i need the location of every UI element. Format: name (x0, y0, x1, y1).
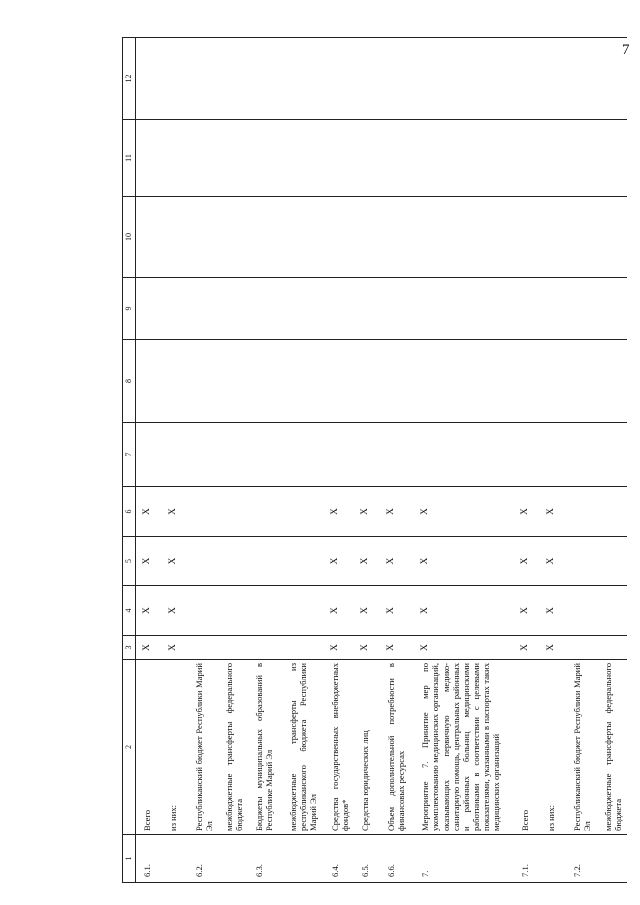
cell-col-7 (218, 423, 248, 487)
row-name: Бюджеты муниципальных образований в Республике Марий Эл (248, 660, 282, 835)
cell-col-5: X (324, 537, 354, 586)
row-name: из них: (540, 660, 566, 835)
table-row (540, 38, 566, 883)
cell-col-8 (324, 340, 354, 423)
cell-col-10 (324, 197, 354, 278)
cell-col-6: X (162, 487, 188, 537)
cell-col-5 (566, 537, 596, 586)
table-row (188, 38, 218, 883)
cell-col-11 (514, 120, 540, 197)
cell-col-10 (218, 197, 248, 278)
cell-col-12 (324, 38, 354, 120)
row-code: 7.2. (566, 835, 596, 883)
cell-col-5: X (540, 537, 566, 586)
cell-col-8 (540, 340, 566, 423)
row-name: межбюджетные трансферты федерального бюджета (597, 660, 627, 835)
cell-col-3: X (162, 636, 188, 660)
row-code: 6.2. (188, 835, 218, 883)
cell-col-3 (566, 636, 596, 660)
cell-col-9 (414, 278, 514, 340)
cell-col-8 (597, 340, 627, 423)
row-code (597, 835, 627, 883)
cell-col-5: X (162, 537, 188, 586)
cell-col-4: X (380, 586, 414, 636)
cell-col-8 (218, 340, 248, 423)
cell-col-7 (248, 423, 282, 487)
table-row (324, 38, 354, 883)
row-name: Республиканский бюджет Республики Марий Эл (188, 660, 218, 835)
cell-col-4: X (162, 586, 188, 636)
cell-col-5: X (414, 537, 514, 586)
cell-col-3 (597, 636, 627, 660)
cell-col-3: X (324, 636, 354, 660)
cell-col-4 (597, 586, 627, 636)
cell-col-7 (324, 423, 354, 487)
col-header: 11 (123, 120, 136, 197)
cell-col-8 (380, 340, 414, 423)
col-header: 5 (123, 537, 136, 586)
cell-col-10 (566, 197, 596, 278)
cell-col-4 (218, 586, 248, 636)
col-header: 9 (123, 278, 136, 340)
row-code (218, 835, 248, 883)
row-name: из них: (162, 660, 188, 835)
row-code: 6.3. (248, 835, 282, 883)
cell-col-7 (162, 423, 188, 487)
cell-col-7 (354, 423, 380, 487)
row-code (540, 835, 566, 883)
row-code (282, 835, 324, 883)
cell-col-12 (248, 38, 282, 120)
cell-col-9 (218, 278, 248, 340)
cell-col-3 (218, 636, 248, 660)
cell-col-9 (597, 278, 627, 340)
table-row (162, 38, 188, 883)
row-code: 7.1. (514, 835, 540, 883)
cell-col-10 (514, 197, 540, 278)
cell-col-3: X (380, 636, 414, 660)
cell-col-10 (414, 197, 514, 278)
cell-col-7 (514, 423, 540, 487)
table-row (354, 38, 380, 883)
cell-col-11 (566, 120, 596, 197)
table-row (566, 38, 596, 883)
cell-col-5: X (136, 537, 162, 586)
cell-col-11 (282, 120, 324, 197)
cell-col-4: X (324, 586, 354, 636)
cell-col-9 (380, 278, 414, 340)
cell-col-12 (218, 38, 248, 120)
cell-col-12 (162, 38, 188, 120)
cell-col-9 (566, 278, 596, 340)
table-row (380, 38, 414, 883)
row-name: Всего (136, 660, 162, 835)
cell-col-11 (597, 120, 627, 197)
cell-col-11 (136, 120, 162, 197)
cell-col-3 (248, 636, 282, 660)
financing-table (122, 37, 627, 883)
cell-col-9 (136, 278, 162, 340)
table-row (218, 38, 248, 883)
cell-col-3 (282, 636, 324, 660)
cell-col-8 (514, 340, 540, 423)
cell-col-5 (597, 537, 627, 586)
cell-col-7 (597, 423, 627, 487)
cell-col-6 (282, 487, 324, 537)
cell-col-6 (248, 487, 282, 537)
cell-col-12 (188, 38, 218, 120)
table-row (597, 38, 627, 883)
table-row (248, 38, 282, 883)
cell-col-11 (248, 120, 282, 197)
cell-col-7 (188, 423, 218, 487)
cell-col-6: X (136, 487, 162, 537)
cell-col-8 (136, 340, 162, 423)
cell-col-12 (414, 38, 514, 120)
col-header: 3 (123, 636, 136, 660)
cell-col-9 (162, 278, 188, 340)
table-row (414, 38, 514, 883)
cell-col-9 (188, 278, 218, 340)
cell-col-4: X (514, 586, 540, 636)
cell-col-8 (248, 340, 282, 423)
cell-col-4: X (136, 586, 162, 636)
col-header: 6 (123, 487, 136, 537)
row-code: 7. (414, 835, 514, 883)
cell-col-12 (597, 38, 627, 120)
cell-col-9 (282, 278, 324, 340)
cell-col-7 (566, 423, 596, 487)
cell-col-6 (597, 487, 627, 537)
cell-col-8 (282, 340, 324, 423)
cell-col-11 (354, 120, 380, 197)
cell-col-7 (136, 423, 162, 487)
col-header: 1 (123, 835, 136, 883)
row-name: Всего (514, 660, 540, 835)
header-row (123, 38, 136, 883)
col-header: 4 (123, 586, 136, 636)
col-header: 10 (123, 197, 136, 278)
cell-col-10 (354, 197, 380, 278)
cell-col-4: X (414, 586, 514, 636)
cell-col-10 (380, 197, 414, 278)
cell-col-12 (354, 38, 380, 120)
row-name: Средства юридических лиц (354, 660, 380, 835)
table-row (282, 38, 324, 883)
row-code: 6.4. (324, 835, 354, 883)
row-name: Республиканский бюджет Республики Марий Эл (566, 660, 596, 835)
cell-col-6: X (354, 487, 380, 537)
table-row (514, 38, 540, 883)
cell-col-4 (282, 586, 324, 636)
cell-col-8 (566, 340, 596, 423)
cell-col-5 (282, 537, 324, 586)
cell-col-12 (136, 38, 162, 120)
cell-col-7 (282, 423, 324, 487)
cell-col-3: X (540, 636, 566, 660)
cell-col-10 (188, 197, 218, 278)
cell-col-6: X (414, 487, 514, 537)
cell-col-11 (380, 120, 414, 197)
cell-col-11 (162, 120, 188, 197)
cell-col-9 (248, 278, 282, 340)
row-name: межбюджетные трансферты федерального бюджета (218, 660, 248, 835)
cell-col-10 (162, 197, 188, 278)
cell-col-9 (354, 278, 380, 340)
cell-col-9 (324, 278, 354, 340)
col-header: 2 (123, 660, 136, 835)
cell-col-7 (414, 423, 514, 487)
cell-col-7 (380, 423, 414, 487)
cell-col-10 (136, 197, 162, 278)
cell-col-12 (282, 38, 324, 120)
table-row (136, 38, 162, 883)
cell-col-6: X (514, 487, 540, 537)
cell-col-10 (597, 197, 627, 278)
cell-col-5: X (514, 537, 540, 586)
cell-col-4: X (354, 586, 380, 636)
cell-col-4 (188, 586, 218, 636)
page-number: 7 (622, 42, 630, 58)
col-header: 8 (123, 340, 136, 423)
cell-col-10 (540, 197, 566, 278)
cell-col-3: X (354, 636, 380, 660)
cell-col-11 (188, 120, 218, 197)
cell-col-10 (248, 197, 282, 278)
cell-col-3 (188, 636, 218, 660)
cell-col-11 (414, 120, 514, 197)
cell-col-5: X (354, 537, 380, 586)
cell-col-12 (566, 38, 596, 120)
cell-col-5 (248, 537, 282, 586)
cell-col-8 (414, 340, 514, 423)
cell-col-9 (514, 278, 540, 340)
cell-col-4: X (540, 586, 566, 636)
cell-col-6: X (540, 487, 566, 537)
cell-col-4 (248, 586, 282, 636)
cell-col-6: X (324, 487, 354, 537)
cell-col-3: X (136, 636, 162, 660)
row-name: межбюджетные трансферты из республиканского бюджета Республики Марий Эл (282, 660, 324, 835)
cell-col-8 (162, 340, 188, 423)
row-name: Средства государственных внебюджетных фондов* (324, 660, 354, 835)
cell-col-11 (324, 120, 354, 197)
row-code (162, 835, 188, 883)
cell-col-12 (380, 38, 414, 120)
cell-col-10 (282, 197, 324, 278)
cell-col-4 (566, 586, 596, 636)
row-code: 6.5. (354, 835, 380, 883)
row-code: 6.6. (380, 835, 414, 883)
cell-col-3: X (414, 636, 514, 660)
cell-col-9 (540, 278, 566, 340)
cell-col-6 (218, 487, 248, 537)
cell-col-12 (540, 38, 566, 120)
cell-col-12 (514, 38, 540, 120)
col-header: 12 (123, 38, 136, 120)
cell-col-8 (354, 340, 380, 423)
cell-col-5 (218, 537, 248, 586)
cell-col-8 (188, 340, 218, 423)
cell-col-6 (188, 487, 218, 537)
cell-col-7 (540, 423, 566, 487)
cell-col-6: X (380, 487, 414, 537)
cell-col-6 (566, 487, 596, 537)
row-code: 6.1. (136, 835, 162, 883)
cell-col-11 (218, 120, 248, 197)
row-name: Объем дополнительной потребности в финансовых ресурсах (380, 660, 414, 835)
cell-col-3: X (514, 636, 540, 660)
cell-col-11 (540, 120, 566, 197)
cell-col-5 (188, 537, 218, 586)
row-name: Мероприятие 7. Принятие мер по укомплектованию медицинских организаций, оказывающих первичную медико-санитарную помощь, центральных районных и районных больниц медицинскими работниками в соответствии с целевыми показателями, указанными в паспортах таких медицинских организаций (414, 660, 514, 835)
rotated-table-container (122, 38, 623, 883)
col-header: 7 (123, 423, 136, 487)
cell-col-5: X (380, 537, 414, 586)
